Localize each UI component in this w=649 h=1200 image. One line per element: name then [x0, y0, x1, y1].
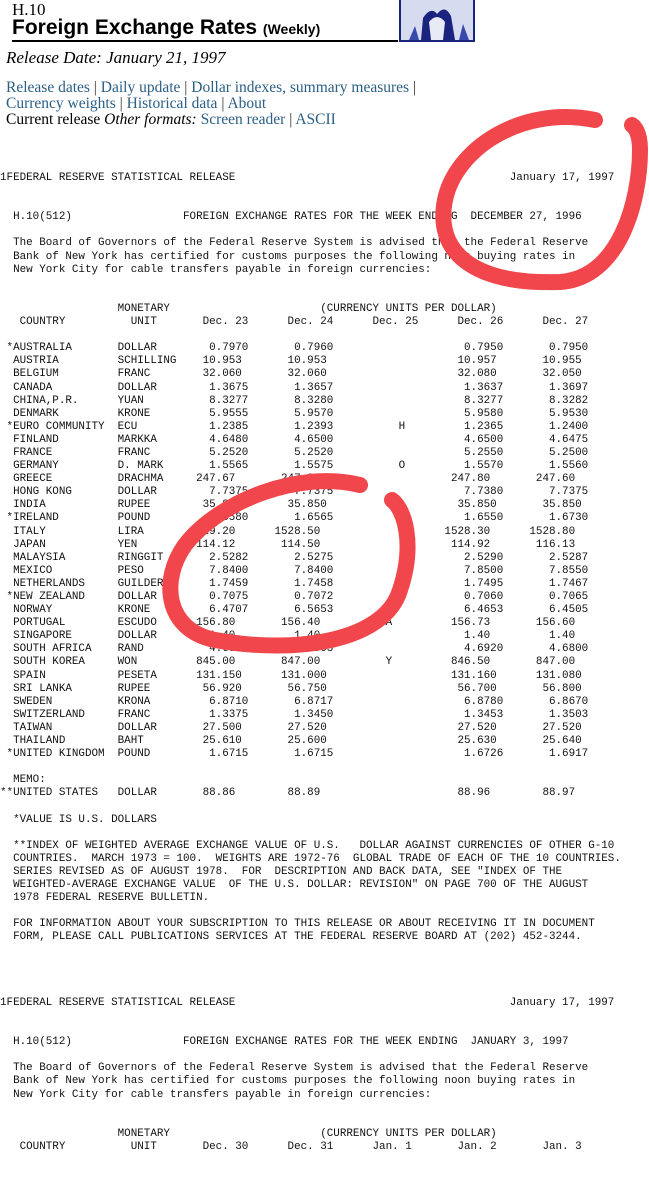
page-title [12, 16, 320, 40]
nav-link-currency-weights[interactable]: Currency weights [6, 95, 116, 112]
current-release-label: Current release [6, 111, 101, 128]
nav-line-3 [6, 112, 416, 128]
title-suffix: (Weekly) [262, 21, 321, 37]
nav-link-historical-data[interactable]: Historical data [126, 95, 218, 112]
format-link-ascii[interactable]: ASCII [295, 111, 336, 128]
separator: | [289, 111, 293, 128]
series-code: H.10 [12, 0, 46, 19]
separator: | [184, 79, 188, 96]
release-date: Release Date: January 21, 1997 [6, 48, 226, 67]
nav-line-2 [6, 96, 416, 112]
title-text: Foreign Exchange Rates [12, 16, 258, 39]
nav-link-daily-update[interactable]: Daily update [100, 79, 181, 96]
separator: | [93, 79, 97, 96]
release-text-block: 1FEDERAL RESERVE STATISTICAL RELEASE January 17, 1997 H.10(512) FOREIGN EXCHANGE RATES FOR THE WEEK ENDING DECEMBER 27, 1996 The Board of Governors of the Federal Reserve System is advised that the Federal Reserve Bank of New York has certified for customs purposes the following noon buying rates in New York City for cable transfers payable in foreign currencies: MONETARY (CURRENCY UNITS PER DOLLAR) COUNTRY UNIT Dec. 23 Dec. 24 Dec. 25 Dec. 26 Dec. 27 *AUSTRALIA DOLLAR 0.7970 0.7960 0.7950 0.7950 AUSTRIA SCHILLING 10.953 10.953 10.957 10.955 BELGIUM FRANC 32.060 32.060 32.080 32.050 CANADA DOLLAR 1.3675 1.3657 1.3637 1.3697 CHINA,P.R. YUAN 8.3277 8.3280 8.3277 8.3282 DENMARK KRONE 5.9555 5.9570 5.9580 5.9530 *EURO COMMUNITY ECU 1.2385 1.2393 H 1.2365 1.2400 FINLAND MARKKA 4.6480 4.6500 4.6500 4.6475 FRANCE FRANC 5.2520 5.2520 5.2550 5.2500 GERMANY D. MARK 1.5565 1.5575 O 1.5570 1.5560 GREECE DRACHMA 247.67 247.90 247.80 247.60 HONG KONG DOLLAR 7.7375 7.7375 7.7380 7.7375 INDIA RUPEE 35.880 35.850 35.850 35.850 *IRELAND POUND 1.6580 1.6565 1.6550 1.6730 ITALY LIRA 1529.20 1528.50 1528.30 1528.80 JAPAN YEN 114.12 114.50 114.92 116.13 MALAYSIA RINGGIT 2.5282 2.5275 2.5290 2.5287 MEXICO PESO 7.8400 7.8400 7.8500 7.8550 NETHERLANDS GUILDER 1.7459 1.7458 1.7495 1.7467 *NEW ZEALAND DOLLAR 0.7075 0.7072 0.7060 0.7065 NORWAY KRONE 6.4707 6.5653 6.4653 6.4505 PORTUGAL ESCUDO 156.80 156.40 A 156.73 156.60 SINGAPORE DOLLAR 1.40 1.40 1.40 1.40 SOUTH AFRICA RAND 4.6920 4.6905 4.6920 4.6800 SOUTH KOREA WON 845.00 847.00 Y 846.50 847.00 SPAIN PESETA 131.150 131.000 131.160 131.080 SRI LANKA RUPEE 56.920 56.750 56.700 56.800 SWEDEN KRONA 6.8710 6.8717 6.8780 6.8670 SWITZERLAND FRANC 1.3375 1.3450 1.3453 1.3503 TAIWAN DOLLAR 27.500 27.520 27.520 27.520 THAILAND BAHT 25.610 25.600 25.630 25.640 *UNITED KINGDOM POUND 1.6715 1.6715 1.6726 1.6917 MEMO: **UNITED STATES DOLLAR 88.86 88.89 88.96 88.97 *VALUE IS U.S. DOLLARS **INDEX OF WEIGHTED AVERAGE EXCHANGE VALUE OF U.S. DOLLAR AGAINST CURRENCIES OF OTHER G-10 COUNTRIES. MARCH 1973 = 100. WEIGHTS ARE 1972-76 GLOBAL TRADE OF EACH OF THE 10 COUNTRIES. SERIES REVISED AS OF AUGUST 1978. FOR DESCRIPTION AND BACK DATA, SEE "INDEX OF THE WEIGHTED-AVERAGE EXCHANGE VALUE OF THE U.S. DOLLAR: REVISION" ON PAGE 700 OF THE AUGUST 1978 FEDERAL RESERVE BULLETIN. FOR INFORMATION ABOUT YOUR SUBSCRIPTION TO THIS RELEASE OR ABOUT RECEIVING IT IN DOCUMENT FORM, PLEASE CALL PUBLICATIONS SERVICES AT THE FEDERAL RESERVE BOARD AT (202) 452-3244. 1FEDERAL RESERVE STATISTICAL RELEASE January 17, 1997 H.10(512) FOREIGN EXCHANGE RATES FOR THE WEEK ENDING JANUARY 3, 1997 The Board of Governors of the Federal Reserve System is advised that the Federal Reserve Bank of New York has certified for customs purposes the following noon buying rates in New York City for cable transfers payable in foreign currencies: MONETARY (CURRENCY UNITS PER DOLLAR) COUNTRY UNIT Dec. 30 Dec. 31 Jan. 1 Jan. 2 Jan. 3 [0, 172, 621, 1153]
title-rule [12, 40, 398, 42]
nav-line-1 [6, 80, 416, 96]
separator: | [412, 79, 417, 96]
format-link-screen-reader[interactable]: Screen reader [200, 111, 286, 128]
other-formats-label: Other formats: [104, 111, 197, 128]
nav-links [6, 80, 416, 128]
nav-link-release-dates[interactable]: Release dates [6, 79, 90, 96]
federal-reserve-seal-icon [399, 0, 475, 42]
nav-link-dollar-indexes[interactable]: Dollar indexes, summary measures [191, 79, 410, 96]
separator: | [119, 95, 123, 112]
separator: | [221, 95, 225, 112]
nav-link-about[interactable]: About [227, 95, 267, 112]
